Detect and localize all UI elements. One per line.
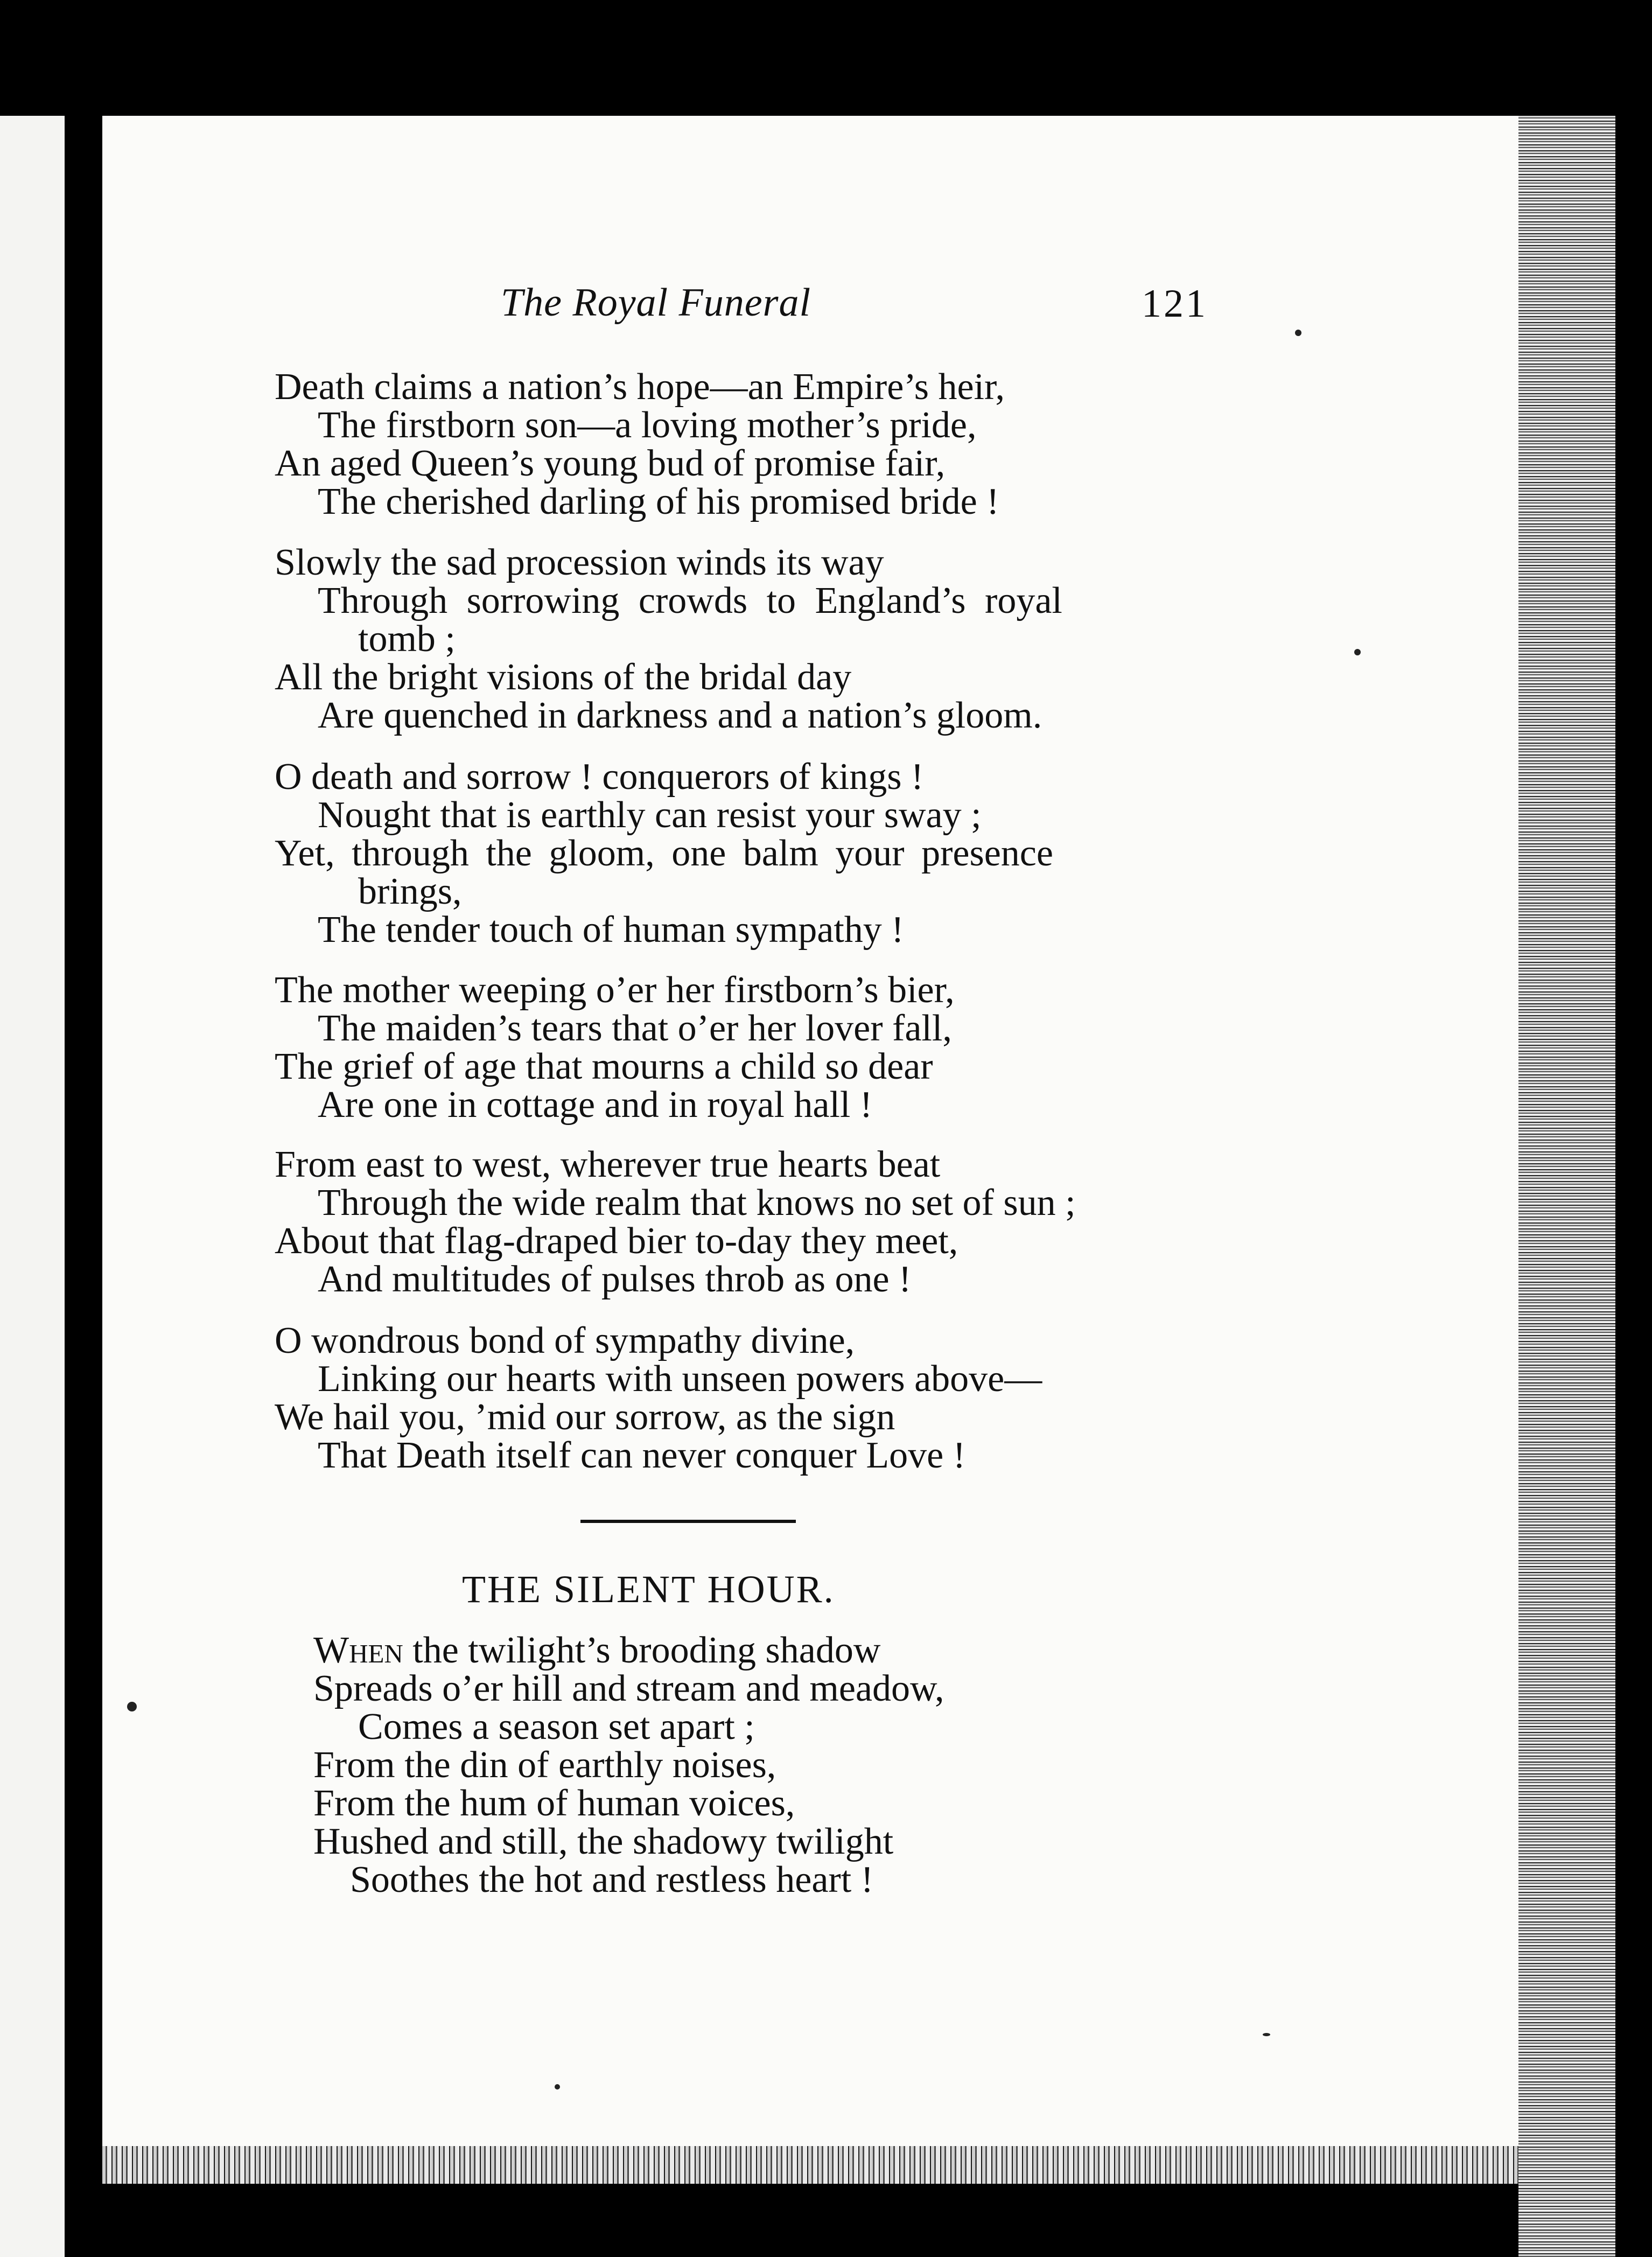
scan-speck	[1263, 2033, 1270, 2036]
poem-line: Hushed and still, the shadowy twilight	[313, 1821, 894, 1862]
scan-speck	[1354, 649, 1361, 655]
page-edges-right	[1518, 116, 1652, 2257]
running-head-title: The Royal Funeral	[501, 281, 811, 325]
poem-line: The maiden’s tears that o’er her lover fall,	[318, 1008, 952, 1049]
poem-line: O wondrous bond of sympathy divine,	[275, 1320, 855, 1361]
poem-line: Slowly the sad procession winds its way	[275, 542, 884, 583]
drop-word: When	[313, 1630, 403, 1671]
poem-line: Are quenched in darkness and a nation’s gloom.	[318, 695, 1042, 736]
poem-line: brings,	[358, 871, 462, 912]
poem-line: Comes a season set apart ;	[358, 1706, 755, 1748]
poem-line: Death claims a nation’s hope—an Empire’s heir,	[275, 366, 1005, 408]
scan-border-left	[0, 116, 102, 2257]
poem-line	[313, 1632, 880, 1669]
poem-line: From the hum of human voices,	[313, 1783, 795, 1824]
poem-line: Spreads o’er hill and stream and meadow,	[313, 1668, 944, 1709]
poem-line: An aged Queen’s young bud of promise fair,	[275, 443, 946, 484]
poem-line: Through sorrowing crowds to England’s royal	[318, 580, 1062, 621]
poem-line: From the din of earthly noises,	[313, 1744, 776, 1786]
poem-line: Through the wide realm that knows no set of sun ;	[318, 1182, 1076, 1224]
scan-speck	[1295, 330, 1301, 336]
poem-line: O death and sorrow ! conquerors of kings !	[275, 756, 924, 798]
poem-line: Yet, through the gloom, one balm your presence	[275, 833, 1053, 874]
section-title: THE SILENT HOUR.	[462, 1568, 835, 1611]
page-edges-bottom	[102, 2146, 1518, 2257]
poem-line: The grief of age that mourns a child so dear	[275, 1046, 933, 1087]
poem-line: The mother weeping o’er her firstborn’s bier,	[275, 969, 955, 1011]
poem-line: Soothes the hot and restless heart !	[350, 1859, 874, 1900]
scan-speck	[555, 2084, 560, 2090]
poem-line: We hail you, ’mid our sorrow, as the sign	[275, 1396, 895, 1438]
poem-line: Are one in cottage and in royal hall !	[318, 1084, 873, 1126]
poem-line: And multitudes of pulses throb as one !	[318, 1259, 912, 1300]
poem-line: That Death itself can never conquer Love !	[318, 1435, 966, 1476]
poem-line: tomb ;	[358, 618, 456, 660]
poem-line: From east to west, wherever true hearts beat	[275, 1144, 941, 1185]
section-divider	[580, 1520, 796, 1523]
poem-line: The tender touch of human sympathy !	[318, 909, 904, 951]
poem-line: All the bright visions of the bridal day	[275, 656, 852, 698]
poem-line: Nought that is earthly can resist your sway ;	[318, 794, 982, 836]
scan-border-top	[0, 0, 1652, 116]
poem-line: The firstborn son—a loving mother’s pride,	[318, 404, 977, 446]
poem-line: About that flag-draped bier to-day they meet,	[275, 1220, 958, 1262]
first-line-rest: the twilight’s brooding shadow	[403, 1630, 881, 1671]
poem-line: The cherished darling of his promised bride !	[318, 481, 999, 522]
poem-line: Linking our hearts with unseen powers above—	[318, 1358, 1042, 1400]
page-number: 121	[1142, 282, 1208, 326]
scan-speck	[127, 1702, 137, 1711]
